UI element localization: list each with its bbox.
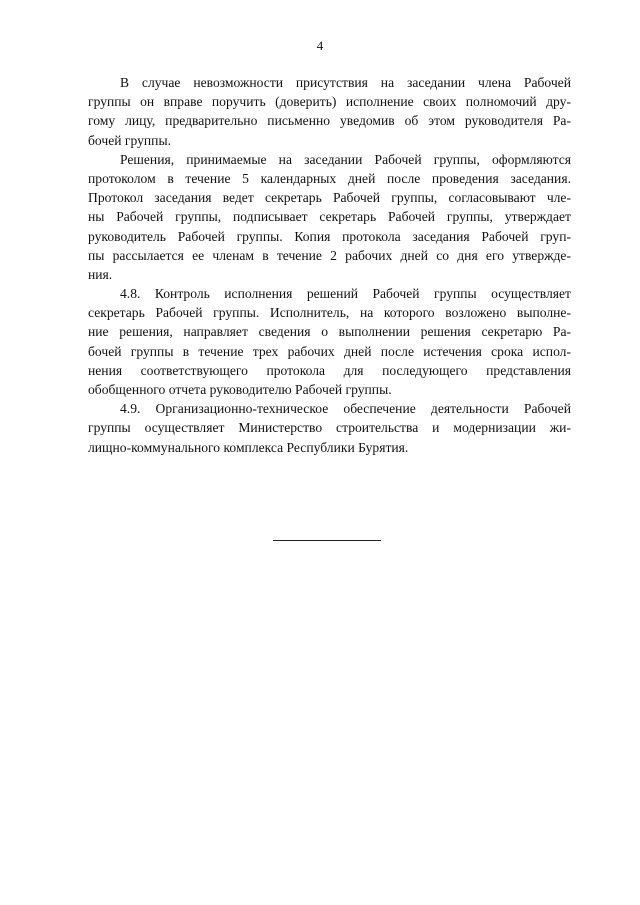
text-line: нения соответствующего протокола для последующего представления [88,362,571,378]
text-line: секретарь Рабочей группы. Исполнитель, на которого возложено выполне- [88,305,571,321]
text-line: ние решения, направляет сведения о выполнении решения секретарю Ра- [88,324,571,340]
paragraph [88,399,571,457]
text-line: руководитель Рабочей группы. Копия протокола заседания Рабочей груп- [88,228,571,244]
text-line: обобщенного отчета руководителю Рабочей группы. [88,382,392,397]
paragraph [88,284,571,399]
text-line: бочей группы в течение трех рабочих дней после истечения срока испол- [88,343,571,359]
paragraph [88,150,571,284]
closing-rule [273,540,381,541]
text-line: протоколом в течение 5 календарных дней после проведения заседания. [88,170,571,186]
text-line: 4.9. Организационно-техническое обеспечение деятельности Рабочей [120,401,571,417]
text-line: группы осуществляет Министерство строительства и модернизации жи- [88,420,571,436]
text-line: В случае невозможности присутствия на заседании члена Рабочей [120,75,571,90]
text-line: Решения, принимаемые на заседании Рабочей группы, оформляются [120,151,571,167]
text-line: гому лицу, предварительно письменно уведомив об этом руководителя Ра- [88,113,571,129]
text-line: 4.8. Контроль исполнения решений Рабочей группы осуществляет [120,286,571,302]
text-line: Протокол заседания ведет секретарь Рабочей группы, согласовывают чле- [88,190,571,206]
document-body [88,73,571,457]
text-line: лищно-коммунального комплекса Республики Бурятия. [88,439,409,455]
text-line: бочей группы. [88,132,171,148]
page-number: 4 [316,38,324,53]
text-line: ния. [88,266,113,282]
text-line: ны Рабочей группы, подписывает секретарь Рабочей группы, утверждает [88,209,571,225]
text-line: пы рассылается ее членам в течение 2 рабочих дней со дня его утвержде- [88,247,571,263]
paragraph [88,73,571,150]
text-line: группы он вправе поручить (доверить) исполнение своих полномочий дру- [88,94,571,110]
